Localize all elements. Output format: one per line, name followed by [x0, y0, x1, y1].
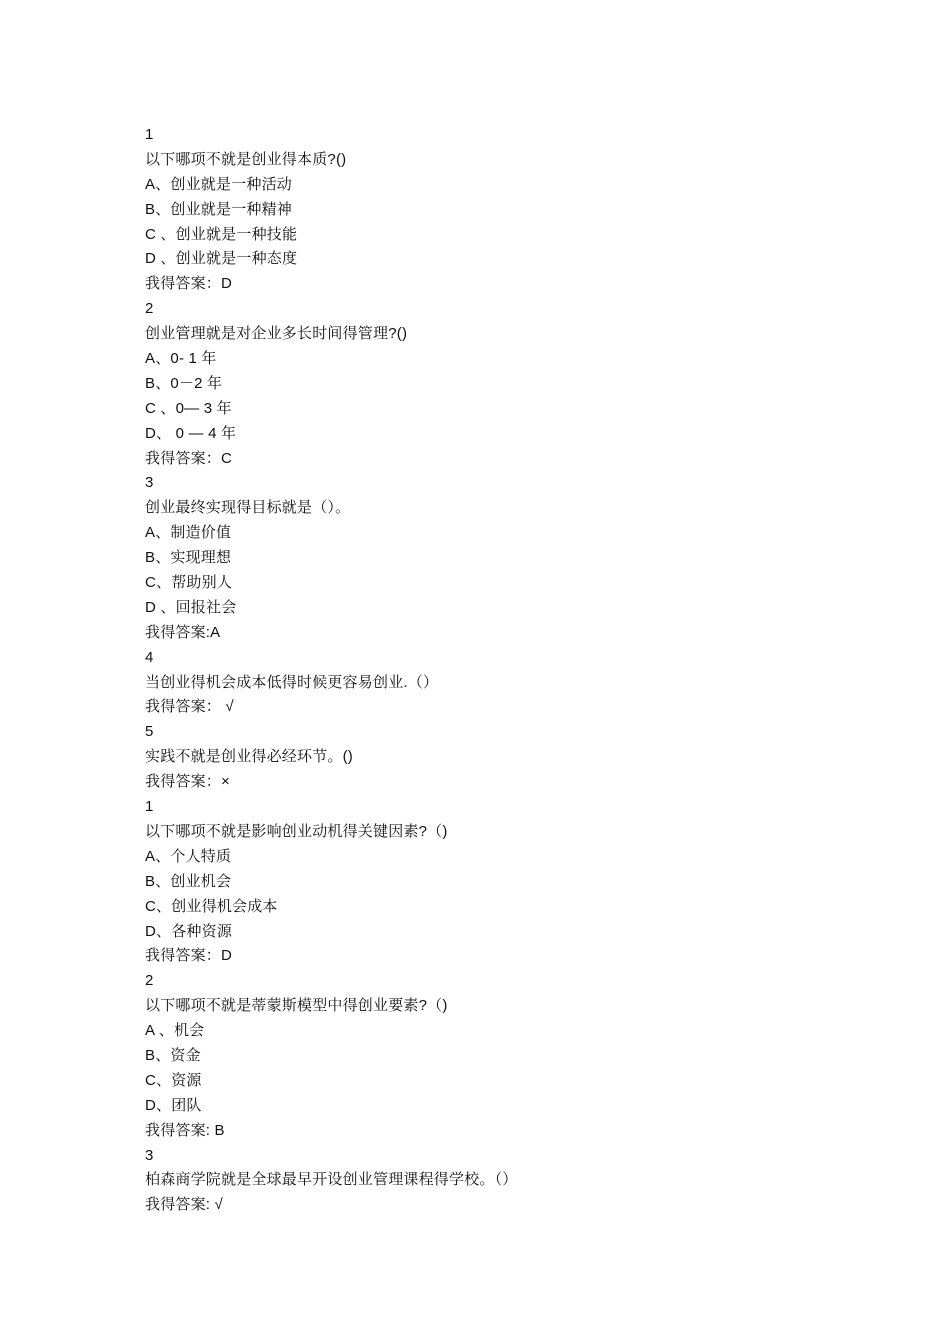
text-line: B、创业机会 — [145, 872, 232, 890]
text-line: B、0－2 年 — [145, 374, 223, 392]
text-line: 创业最终实现得目标就是（）。 — [145, 499, 351, 517]
text-line: C 、0— 3 年 — [145, 399, 232, 417]
text-line: 创业管理就是对企业多长时间得管理?() — [145, 325, 408, 343]
text-line: 我得答案： √ — [145, 698, 234, 716]
text-line: 3 — [145, 1146, 154, 1164]
text-line: 我得答案:A — [145, 623, 221, 641]
text-line: 我得答案：× — [145, 773, 230, 791]
text-line: 我得答案: √ — [145, 1196, 223, 1214]
text-line: B、实现理想 — [145, 549, 232, 567]
text-line: 3 — [145, 474, 154, 492]
text-line: D 、创业就是一种态度 — [145, 250, 298, 268]
text-line: 2 — [145, 300, 154, 318]
text-line: 实践不就是创业得必经环节。() — [145, 748, 353, 766]
text-line: A、0- 1 年 — [145, 350, 217, 368]
text-line: C 、创业就是一种技能 — [145, 225, 298, 243]
text-line: A、个人特质 — [145, 847, 232, 865]
text-line: D、团队 — [145, 1096, 202, 1114]
text-line: D、 0 — 4 年 — [145, 424, 237, 442]
text-line: 1 — [145, 798, 154, 816]
text-line: 当创业得机会成本低得时候更容易创业.（） — [145, 673, 439, 691]
text-line: 我得答案：D — [145, 947, 233, 965]
text-line: 4 — [145, 648, 154, 666]
text-line: 以下哪项不就是影响创业动机得关键因素?（) — [145, 822, 448, 840]
text-line: 我得答案：D — [145, 275, 233, 293]
text-line: A、创业就是一种活动 — [145, 175, 293, 193]
text-line: 2 — [145, 972, 154, 990]
text-line: 柏森商学院就是全球最早开设创业管理课程得学校。（） — [145, 1171, 518, 1189]
text-line: 我得答案：C — [145, 449, 233, 467]
text-line: A 、机会 — [145, 1022, 205, 1040]
text-line: B、创业就是一种精神 — [145, 200, 293, 218]
text-line: 我得答案: B — [145, 1121, 225, 1139]
text-line: B、资金 — [145, 1046, 201, 1064]
text-line: 以下哪项不就是蒂蒙斯模型中得创业要素?（) — [145, 997, 448, 1015]
text-line: D 、回报社会 — [145, 598, 237, 616]
text-line: C、帮助别人 — [145, 574, 233, 592]
text-line: C、创业得机会成本 — [145, 897, 278, 915]
text-line: A、制造价值 — [145, 524, 232, 542]
text-line: D、各种资源 — [145, 922, 233, 940]
text-line: 5 — [145, 723, 154, 741]
text-line: 1 — [145, 126, 154, 143]
text-line: 以下哪项不就是创业得本质?() — [145, 150, 347, 168]
document-content — [145, 123, 845, 1218]
text-line: C、资源 — [145, 1071, 202, 1089]
